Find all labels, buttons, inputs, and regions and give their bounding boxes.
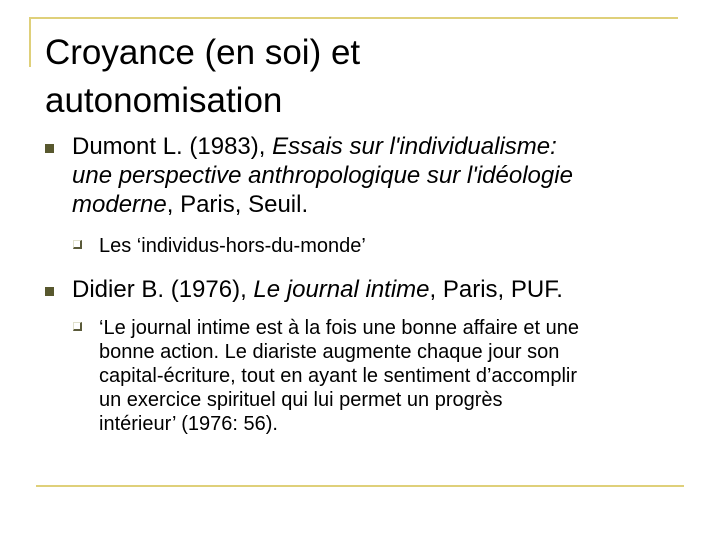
subpoint-didier-quote bbox=[99, 316, 679, 436]
frame-bottom-line bbox=[36, 485, 684, 487]
reference-didier bbox=[72, 275, 682, 304]
quote-line: capital-écriture, tout en ayant le sentiment d’accomplir bbox=[99, 365, 578, 387]
reference-work-title: moderne bbox=[72, 191, 167, 218]
reference-publisher: , Paris, Seuil. bbox=[166, 191, 309, 218]
quote-line: un exercice spirituel qui lui permet un progrès bbox=[99, 389, 503, 411]
reference-author: Didier B. (1976), bbox=[72, 276, 254, 303]
reference-didier-line-1 bbox=[72, 275, 682, 304]
hollow-square-bullet-icon bbox=[73, 240, 82, 249]
frame-left-line bbox=[29, 17, 31, 67]
subpoint-dumont bbox=[99, 234, 679, 258]
subpoint-dumont-text: Les ‘individus-hors-du-monde’ bbox=[99, 235, 366, 257]
quote-line: bonne action. Le diariste augmente chaque jour son bbox=[99, 341, 560, 363]
quote-line: ‘Le journal intime est à la fois une bonne affaire et une bbox=[99, 317, 579, 339]
reference-work-title: Le journal intime bbox=[253, 276, 430, 303]
hollow-square-bullet-icon bbox=[73, 322, 82, 331]
reference-publisher: , Paris, PUF. bbox=[429, 276, 563, 303]
slide-title-line-2: autonomisation bbox=[45, 81, 283, 120]
reference-dumont bbox=[72, 132, 682, 219]
reference-work-title: une perspective anthropologique sur l'idéologie bbox=[72, 162, 573, 189]
reference-dumont-line-3 bbox=[72, 190, 682, 219]
square-bullet-icon bbox=[45, 144, 54, 153]
frame-top-line bbox=[29, 17, 678, 19]
reference-work-title: Essais sur l'individualisme: bbox=[272, 133, 557, 160]
reference-dumont-line-2 bbox=[72, 161, 682, 190]
slide-title bbox=[45, 29, 675, 125]
quote-line: intérieur’ (1976: 56). bbox=[99, 413, 278, 435]
reference-dumont-line-1 bbox=[72, 132, 682, 161]
slide-title-line-1: Croyance (en soi) et bbox=[45, 33, 361, 72]
square-bullet-icon bbox=[45, 287, 54, 296]
reference-author: Dumont L. (1983), bbox=[72, 133, 273, 160]
